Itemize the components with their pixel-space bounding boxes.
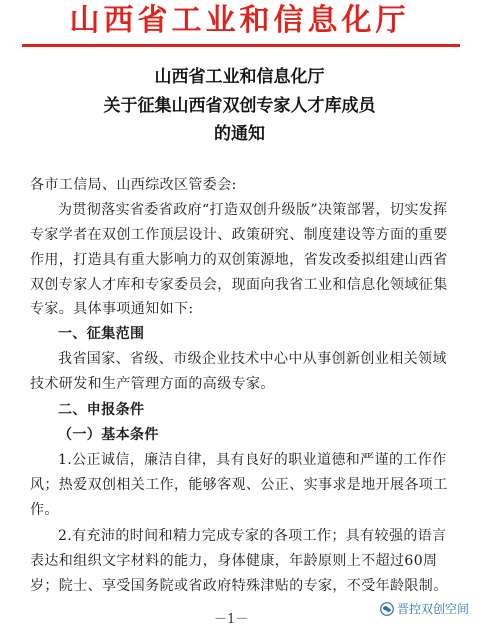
condition-line: 1.公正诚信，廉洁自律，具有良好的职业道德和严谨的工作作 (58, 452, 447, 468)
wechat-icon (380, 602, 394, 616)
body-paragraph-line: 为贯彻落实省委省政府“打造双创升级版”决策部署，切实发挥 (58, 202, 448, 218)
condition-line: 2.有充沛的时间和精力完成专家的各项工作；具有较强的语言 (58, 528, 447, 544)
condition-line: 作。 (30, 502, 59, 518)
section-heading-scope: 一、征集范围 (58, 326, 145, 342)
document-masthead: 山西省工业和信息化厅 (69, 3, 410, 38)
body-paragraph-line: 双创专家人才库和专家委员会，现面向我省工业和信息化领域征集 (30, 277, 448, 293)
scope-line: 我省国家、省级、市级企业技术中心中从事创新创业相关领域 (58, 351, 447, 367)
watermark-text: 晋控双创空间 (397, 602, 470, 616)
watermark (380, 600, 469, 617)
scope-line: 技术研发和生产管理方面的高级专家。 (30, 376, 275, 392)
condition-line: 表达和组织文字材料的能力，身体健康，年龄原则上不超过60周 (30, 553, 438, 569)
condition-line: 岁；院士、享受国务院或省政府特殊津贴的专家，不受年龄限制。 (30, 578, 448, 594)
page-number: －1－ (214, 612, 249, 627)
salutation: 各市工信局、山西综改区管委会: (30, 177, 237, 193)
body-paragraph-line: 专家。具体事项通知如下: (30, 301, 194, 317)
notice-title-line-2: 关于征集山西省双创专家人才库成员 (103, 96, 376, 116)
condition-line: 风；热爱双创相关工作，能够客观、公正、实事求是地开展各项工 (30, 477, 448, 493)
body-paragraph-line: 专家学者在双创工作顶层设计、政策研究、制度建设等方面的重要 (30, 227, 448, 243)
red-header-rule (22, 44, 460, 47)
body-paragraph-line: 作用，打造具有重大影响力的双创策源地，省发改委拟组建山西省 (30, 252, 448, 268)
notice-title-line-1: 山西省工业和信息化厅 (154, 67, 325, 87)
notice-title-line-3: 的通知 (214, 124, 265, 144)
section-heading-conditions: 二、申报条件 (58, 402, 145, 418)
subsection-heading-basic: （一）基本条件 (58, 427, 159, 443)
